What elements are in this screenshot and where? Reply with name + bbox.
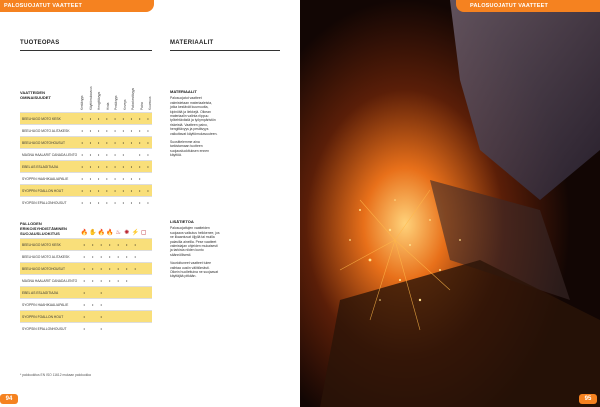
table-cell: • <box>134 242 136 247</box>
table-cell: • <box>122 128 124 133</box>
table-cell: • <box>147 116 149 121</box>
table-row <box>20 112 152 124</box>
header-tab-right: PALOSUOJATUT VAATTEET <box>456 0 600 12</box>
table-cell: • <box>147 188 149 193</box>
table-cell: • <box>126 278 128 283</box>
arc-icon: ⚡ <box>131 230 139 236</box>
table-cell: • <box>97 116 100 121</box>
table-row <box>20 196 152 208</box>
table-row <box>20 250 152 262</box>
page-number-right: 95 <box>579 394 597 404</box>
table-row <box>20 160 152 172</box>
table-cell: • <box>97 176 100 181</box>
flame-icon: 🔥 <box>80 230 88 236</box>
table-cell: • <box>83 326 85 331</box>
column-header: Paino <box>139 101 144 110</box>
row-label: BEELHUGO MOTO ALITAKESK <box>22 128 70 133</box>
table-cell: • <box>130 188 133 193</box>
body-heading-2: LISÄTIETOA <box>170 219 194 224</box>
table-cell: • <box>117 278 119 283</box>
table-cell: • <box>89 200 92 205</box>
page-number-left: 94 <box>0 394 18 404</box>
table-cell: • <box>81 116 83 121</box>
table-cell: • <box>114 128 116 133</box>
table-cell: • <box>83 302 85 307</box>
table-cell: • <box>122 164 124 169</box>
row-label: SYOPSIN EPALLONHOUSUT <box>22 200 67 205</box>
table-cell: • <box>83 266 85 271</box>
table-cell: • <box>83 278 85 283</box>
flame-icon: 🔥 <box>106 230 114 236</box>
table-cell: • <box>106 116 108 121</box>
table-cell: • <box>100 242 102 247</box>
table-cell: • <box>81 200 83 205</box>
body-paragraph-3: Palosuojattujen vaatteiden suojaava vaikutus heikkenee, jos ne likaantuvat öljyllä tai muilla palavilla aineilla. Pese vaatteet valmistajan ohjeiden mukaisesti ja tarkista niiden kunto säännöllisesti. <box>170 226 220 257</box>
table-cell: • <box>130 128 133 133</box>
table-cell: • <box>83 242 85 247</box>
table-cell: • <box>83 290 85 295</box>
table-row <box>20 322 152 334</box>
table-row <box>20 124 152 136</box>
column-header: Käyttömukavuus <box>88 86 93 110</box>
row-label: EBEL AS ESLAGITIAJIA <box>22 290 59 295</box>
table-cell: • <box>122 176 124 181</box>
table-cell: • <box>100 254 102 259</box>
column-header: Kestävyys <box>80 95 84 110</box>
table-cell: • <box>92 278 94 283</box>
body-text-column-2 <box>170 220 220 283</box>
table-row <box>20 262 152 274</box>
row-label: BEELHUGO MOTOHOUSUT <box>22 266 65 271</box>
row-label: SYOPPIN HAAHIKAALIAPALIE <box>22 176 69 181</box>
header-tab-left: PALOSUOJATUT VAATTEET <box>0 0 154 12</box>
table-cell: • <box>139 116 141 121</box>
table-cell: • <box>109 266 111 271</box>
table-cell: • <box>81 128 83 133</box>
table-cell: • <box>147 152 149 157</box>
table-cell: • <box>92 302 94 307</box>
column-header: Kuumuus <box>148 96 152 110</box>
table-row <box>20 172 152 184</box>
table-cell: • <box>92 242 94 247</box>
table-cell: • <box>126 242 128 247</box>
welding-photo <box>300 0 600 407</box>
table-cell: • <box>92 266 94 271</box>
table-cell: • <box>117 266 119 271</box>
table-cell: • <box>147 164 149 169</box>
body-paragraph-2: Suosittelemme aina tarkistamaan tuotteen suojausluokituksen ennen käyttöä. <box>170 140 210 158</box>
table-row <box>20 184 152 196</box>
table-cell: • <box>109 254 111 259</box>
section-rule <box>170 50 280 51</box>
properties-table <box>20 56 152 208</box>
table-cell: • <box>122 116 124 121</box>
properties-table-title: VAATTEIDEN OMINAISUUDET <box>20 90 51 100</box>
table-cell: • <box>106 200 108 205</box>
table-cell: • <box>89 152 92 157</box>
table-cell: • <box>139 140 141 145</box>
body-heading-1: MATERIAALIT <box>170 89 197 94</box>
table-cell: • <box>139 128 141 133</box>
table-cell: • <box>100 314 102 319</box>
table-cell: • <box>130 176 133 181</box>
table-row <box>20 298 152 310</box>
table-cell: • <box>106 140 108 145</box>
table-cell: • <box>114 200 116 205</box>
table-cell: • <box>97 188 100 193</box>
hand-icon: ✋ <box>89 230 97 236</box>
table-cell: • <box>126 254 128 259</box>
footnote: * paloluokitus EN ISO 11612 mukaan paloluokka <box>20 373 91 377</box>
table-cell: • <box>139 200 141 205</box>
table-cell: • <box>109 278 111 283</box>
table-cell: • <box>81 176 83 181</box>
table-cell: • <box>114 152 116 157</box>
table-cell: • <box>130 140 133 145</box>
table-cell: • <box>114 140 116 145</box>
table-cell: • <box>97 140 100 145</box>
table-cell: • <box>89 188 92 193</box>
table-cell: • <box>130 164 133 169</box>
table-cell: • <box>122 152 124 157</box>
row-label: BEELHUGO MOTO KESK <box>22 242 61 247</box>
table-cell: • <box>83 314 85 319</box>
table-cell: • <box>100 326 102 331</box>
table-cell: • <box>130 116 133 121</box>
table-cell: • <box>89 164 92 169</box>
row-label: BEELHUGO MOTO KESK <box>22 116 61 121</box>
table-cell: • <box>139 188 141 193</box>
table-cell: • <box>100 290 102 295</box>
row-label: MAGNA HAALARIT CANADA LENTO <box>22 152 78 157</box>
table-cell: • <box>97 200 100 205</box>
section-title: MATERIAALIT <box>170 40 214 46</box>
table-cell: • <box>114 176 116 181</box>
table-cell: • <box>134 266 136 271</box>
table-cell: • <box>89 116 92 121</box>
table-cell: • <box>89 140 92 145</box>
table-cell: • <box>89 128 92 133</box>
table-cell: • <box>106 128 108 133</box>
table-row <box>20 238 152 250</box>
table-cell: • <box>139 152 141 157</box>
table-cell: • <box>81 188 83 193</box>
table-cell: • <box>139 176 141 181</box>
table-cell: • <box>97 128 100 133</box>
table-cell: • <box>114 188 116 193</box>
row-label: SYOPPIN HAAHIKAALIAPALIE <box>22 302 69 307</box>
table-row <box>20 148 152 160</box>
row-label: BEELHUGO MOTOHOUSUT <box>22 140 65 145</box>
table-cell: • <box>139 164 141 169</box>
spark-icon: ✺ <box>124 230 130 236</box>
table-cell: • <box>97 164 100 169</box>
row-label: MAGNA HAALARIT CANADA LENTO <box>22 278 78 283</box>
table-cell: • <box>81 152 83 157</box>
table-cell: • <box>117 242 119 247</box>
table-cell: • <box>106 152 108 157</box>
row-label: SYOPPIN FOALLON HOUT <box>22 188 64 193</box>
body-text-column <box>170 90 220 162</box>
table-cell: • <box>81 164 83 169</box>
table-cell: • <box>83 254 85 259</box>
table-cell: • <box>122 200 124 205</box>
table-cell: • <box>147 140 149 145</box>
page-title: TUOTEOPAS <box>20 40 60 46</box>
row-label: BEELHUGO MOTO ALITAKESK <box>22 254 70 259</box>
table-cell: • <box>81 140 83 145</box>
table-cell: • <box>100 302 102 307</box>
row-label: SYOPSIN EPALLONHOUSUT <box>22 326 67 331</box>
table-cell: • <box>130 200 133 205</box>
table-cell: • <box>100 266 102 271</box>
table-cell: • <box>122 140 124 145</box>
title-rule <box>20 50 152 51</box>
table-row <box>20 274 152 286</box>
column-header: Keveys <box>122 99 127 110</box>
column-header: Pestävyys <box>114 95 118 110</box>
table-cell: • <box>106 188 108 193</box>
row-label: SYOPPIN FOALLON HOUT <box>22 314 64 319</box>
column-header: Hinta <box>105 102 110 110</box>
protection-table <box>20 208 152 334</box>
table-cell: • <box>134 254 136 259</box>
table-cell: • <box>126 266 128 271</box>
protection-table-title: PALLODEN ERIKOISYHDISTÄMINEN SUOJAUSLUOKITUS <box>20 221 67 236</box>
table-cell: • <box>122 188 124 193</box>
table-cell: • <box>117 254 119 259</box>
right-page <box>300 0 600 407</box>
flame-icon: 🔥 <box>97 230 105 236</box>
body-paragraph-4: Vaurioituneet vaatteet tulee vaihtaa uusiin välittömästi. Oikein huollettuina ne suojaavat käyttäjää pitkään. <box>170 261 219 279</box>
box-icon: ▢ <box>140 230 147 236</box>
table-row <box>20 286 152 298</box>
table-cell: • <box>106 164 108 169</box>
table-cell: • <box>92 254 94 259</box>
table-cell: • <box>147 200 149 205</box>
table-cell: • <box>147 128 149 133</box>
table-cell: • <box>114 164 116 169</box>
heat-icon: ♨ <box>115 230 121 236</box>
body-paragraph-1: Palosuojatut vaatteet valmistetaan materiaaleista, jotka kestävät kuumuutta, kipinöitä ja liekkejä. Oikean materiaalin valinta riippuu työtehtävästä ja työympäristön riskeistä. Vaatteen paino, hengittävyys ja pestävyys vaikuttavat käyttömukavuuteen. <box>170 96 218 136</box>
column-header: Palonkestävyys <box>131 87 135 110</box>
table-cell: • <box>97 152 100 157</box>
row-label: EBEL AS ESLAGITIAJIA <box>22 164 59 169</box>
column-header: Hengittävyys <box>97 91 101 110</box>
table-cell: • <box>114 116 116 121</box>
table-cell: • <box>106 176 108 181</box>
table-cell: • <box>109 242 111 247</box>
table-row <box>20 310 152 322</box>
table-row <box>20 136 152 148</box>
table-cell: • <box>100 278 102 283</box>
table-cell: • <box>89 176 92 181</box>
